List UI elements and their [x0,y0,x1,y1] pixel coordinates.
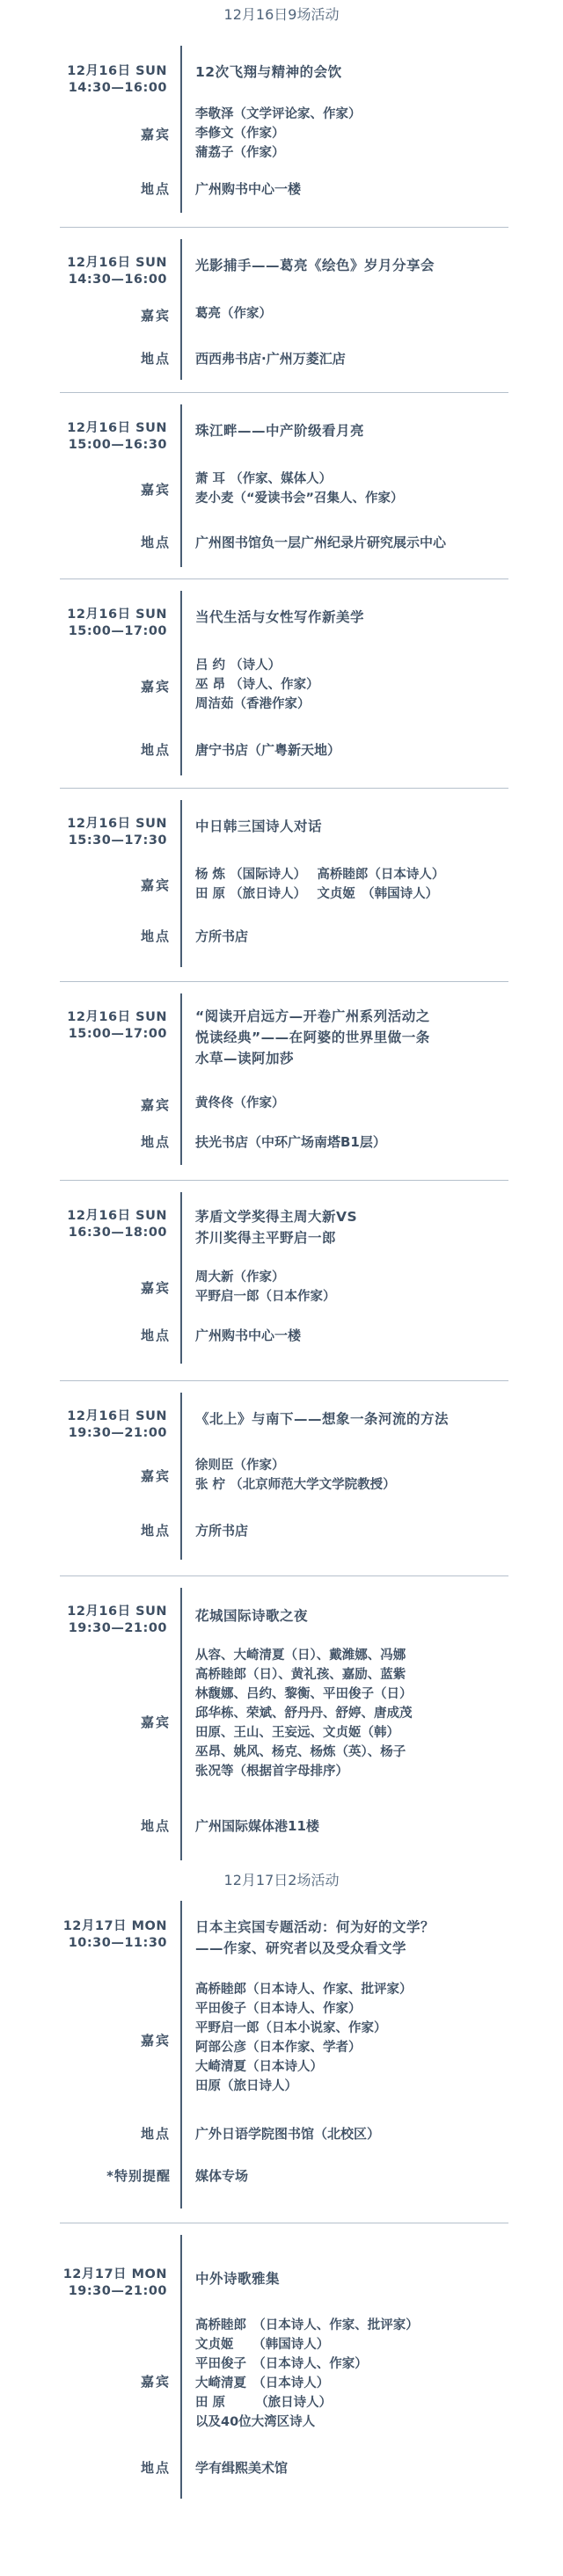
section-divider [60,1380,508,1381]
location-label: 地点 [140,535,171,550]
event-time: 19:30—21:00 [68,1426,167,1440]
event-time: 15:30—17:30 [68,833,167,848]
section-divider [60,227,508,228]
section-divider [60,392,508,393]
event-title: 日本主宾国专题活动：何为好的文学？ ——作家、研究者以及受众看文学 [195,1919,435,1956]
guest-list: 李敬泽（文学评论家、作家） 李修文（作家） 蒲荔子（作家） [195,107,362,160]
event-card [0,239,563,380]
guest-list: 徐则臣（作家） 张 柠 （北京师范大学文学院教授） [195,1459,396,1492]
guests-label: 嘉宾 [140,679,171,695]
event-time: 14:30—16:00 [68,81,167,95]
guests-label: 嘉宾 [140,482,171,498]
event-location: 广州图书馆负一层广州纪录片研究展示中心 [195,535,447,550]
timeline-line [180,46,182,213]
guests-label: 嘉宾 [140,2033,171,2048]
event-card [0,1901,563,2209]
guest-list: 萧 耳 （作家、媒体人） 麦小麦（“爱读书会”召集人、作家） [195,472,404,506]
event-title: 12次飞翔与精神的会饮 [195,64,342,80]
event-location: 广州购书中心一楼 [195,181,302,197]
event-location: 方所书店 [195,1523,249,1539]
event-title: 花城国际诗歌之夜 [195,1608,309,1624]
guest-list: 吕 约 （诗人） 巫 昂 （诗人、作家） 周洁茹（香港作家） [195,659,319,711]
event-time: 19:30—21:00 [68,2284,167,2298]
event-time: 15:00—16:30 [68,438,167,452]
timeline-line [180,800,182,967]
guest-list: 高桥睦郎（日本诗人、作家、批评家） 平田俊子（日本诗人、作家） 平野启一郎（日本小说家、作家） 阿部公彦（日本作家、学者） 大崎清夏（日本诗人） 田原（旅日诗人） [195,1983,413,2093]
event-card [0,404,563,567]
event-card [0,2235,563,2499]
event-date: 12月16日 SUN [67,1605,167,1619]
event-date: 12月16日 SUN [67,817,167,831]
event-date: 12月16日 SUN [67,256,167,270]
section-divider [60,788,508,789]
event-card [0,46,563,213]
event-date: 12月16日 SUN [67,421,167,435]
event-time: 15:00—17:00 [68,1027,167,1041]
event-title: 中外诗歌雅集 [195,2271,281,2287]
timeline-line [180,1192,182,1364]
guests-label: 嘉宾 [140,308,171,324]
guest-list: 周大新（作家） 平野启一郎（日本作家） [195,1270,336,1304]
event-time: 10:30—11:30 [68,1936,167,1950]
event-title: “阅读开启远方—开卷广州系列活动之 悦读经典”——在阿婆的世界里做一条 水草—读阿加莎 [195,1008,430,1066]
timeline-line [180,2235,182,2499]
event-card [0,800,563,967]
event-location: 扶光书店（中环广场南塔B1层） [195,1134,386,1150]
event-location: 广州国际媒体港11楼 [195,1818,319,1834]
event-title: 光影捕手——葛亮《绘色》岁月分享会 [195,258,435,273]
event-card [0,1192,563,1364]
guest-list: 从容、大崎清夏（日）、戴潍娜、冯娜 高桥睦郎（日）、黄礼孩、嘉励、蓝紫 林馥娜、吕约、黎衡、平田俊子（日） 邱华栋、荣斌、舒丹丹、舒婷、唐成茂 田原、王山、王妄远、文贞姬（韩） 巫昂、姚风、杨克、杨炼（英）、杨子 张况等（根据首字母排序） [195,1648,413,1779]
event-location: 唐宁书店（广粤新天地） [195,742,341,758]
section-divider [60,1180,508,1181]
event-time: 14:30—16:00 [68,273,167,287]
event-title: 茅盾文学奖得主周大新VS 芥川奖得主平野启一郎 [195,1209,358,1246]
event-date: 12月16日 SUN [67,608,167,622]
guest-list: 葛亮（作家） [195,307,272,321]
event-card [0,1393,563,1560]
guests-label: 嘉宾 [140,1280,171,1296]
timeline-line [180,591,182,775]
location-label: 地点 [140,1818,171,1834]
event-card [0,1588,563,1860]
location-label: 地点 [140,928,171,944]
location-label: 地点 [140,742,171,758]
event-title: 当代生活与女性写作新美学 [195,609,365,625]
event-title: 珠江畔——中产阶级看月亮 [195,423,365,439]
guests-label: 嘉宾 [140,1714,171,1730]
event-date: 12月16日 SUN [67,1010,167,1024]
guest-list: 高桥睦郎 （日本诗人、作家、批评家） 文贞姬 （韩国诗人） 平田俊子 （日本诗人、作家） 大崎清夏 （日本诗人） 田 原 （旅日诗人） 以及40位大湾区诗人 [195,2318,419,2429]
location-label: 地点 [140,351,171,367]
event-date: 12月16日 SUN [67,1409,167,1423]
timeline-line [180,1588,182,1860]
event-location: 方所书店 [195,928,249,944]
location-label: 地点 [140,1523,171,1539]
event-time: 15:00—17:00 [68,624,167,638]
event-date: 12月16日 SUN [67,64,167,78]
event-title: 中日韩三国诗人对话 [195,819,323,834]
guests-label: 嘉宾 [140,1468,171,1484]
guests-label: 嘉宾 [140,1097,171,1113]
event-time: 19:30—21:00 [68,1621,167,1635]
timeline-line [180,1393,182,1560]
event-time: 16:30—18:00 [68,1226,167,1240]
event-location: 广外日语学院图书馆（北校区） [195,2126,381,2142]
event-date: 12月17日 MON [62,1919,167,1933]
timeline-line [180,993,182,1165]
event-title: 《北上》与南下——想象一条河流的方法 [195,1411,450,1427]
event-date: 12月17日 MON [62,2267,167,2281]
location-label: 地点 [140,2460,171,2476]
event-location: 广州购书中心一楼 [195,1328,302,1343]
guests-label: 嘉宾 [140,877,171,893]
event-location: 学有缉熙美术馆 [195,2460,289,2476]
guests-label: 嘉宾 [140,2374,171,2390]
timeline-line [180,1901,182,2209]
special-note: 媒体专场 [195,2168,249,2184]
timeline-line [180,404,182,567]
event-card [0,993,563,1165]
event-card [0,591,563,775]
location-label: 地点 [140,181,171,197]
guests-label: 嘉宾 [140,127,171,142]
special-note-label: *特别提醒 [106,2168,171,2184]
day-header-dec16: 12月16日9场活动 [223,6,340,23]
section-divider [60,981,508,982]
day-header-dec17: 12月17日2场活动 [223,1872,340,1888]
event-date: 12月16日 SUN [67,1209,167,1223]
section-divider [60,1575,508,1576]
location-label: 地点 [140,1134,171,1150]
guest-list: 杨 炼 （国际诗人） 高桥睦郎（日本诗人） 田 原 （旅日诗人） 文贞姬 （韩国诗人） [195,868,445,901]
location-label: 地点 [140,1328,171,1343]
guest-list: 黄佟佟（作家） [195,1096,285,1110]
location-label: 地点 [140,2126,171,2142]
event-location: 西西弗书店·广州万菱汇店 [195,351,346,367]
timeline-line [180,239,182,380]
